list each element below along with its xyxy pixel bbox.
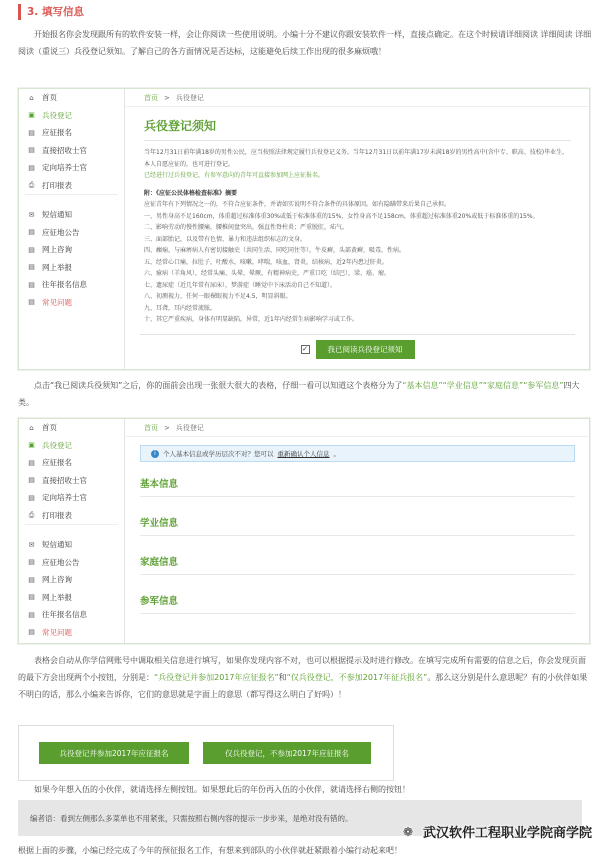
home-icon: ⌂ bbox=[29, 93, 34, 102]
list-icon: ▤ bbox=[28, 146, 35, 155]
sidebar-item-label: 应征报名 bbox=[42, 458, 72, 468]
sidebar-item[interactable] bbox=[19, 507, 124, 525]
sidebar-item[interactable] bbox=[19, 276, 124, 294]
divider bbox=[140, 334, 575, 335]
buttons-paragraph bbox=[18, 652, 592, 703]
breadcrumb-home[interactable]: 首页 bbox=[144, 423, 158, 432]
sidebar-item[interactable] bbox=[19, 107, 124, 125]
breadcrumb-separator: > bbox=[164, 93, 170, 102]
sidebar-item-label: 直接招收士官 bbox=[42, 475, 87, 485]
notice-intro: 当年12月31日前年满18岁的男性公民，应当按照法律规定履行兵役登记义务。当年12月31日以前年满17岁未满18岁的男性高中(含中专、职高、技校)毕业生，本人自愿应征的，也可进行登记。 bbox=[144, 149, 569, 168]
printer-icon: ⎙ bbox=[28, 510, 35, 519]
appendix-line: 应征青年有下列情况之一的，不符合应征条件，并请如实说明不符合条件的具体原因。如有隐瞒带来后果自己承担。 bbox=[144, 201, 451, 208]
section-heading: 3. 填写信息 bbox=[18, 4, 84, 20]
confirm-read-button[interactable]: 我已阅读兵役登记须知 bbox=[316, 340, 415, 359]
divider bbox=[144, 140, 571, 141]
sidebar-item-label: 常见问题 bbox=[42, 297, 72, 307]
sidebar-item[interactable] bbox=[19, 259, 124, 277]
sidebar-item-label: 兵役登记 bbox=[42, 110, 72, 120]
editor-note: 编者语：看到左侧那么多菜单也不用紧张，只需按照右侧内容的提示一步步来，是绝对没有错的。 bbox=[18, 800, 582, 836]
list-icon: ▤ bbox=[28, 476, 35, 485]
sidebar-item[interactable] bbox=[19, 206, 124, 224]
sidebar bbox=[19, 89, 125, 369]
sidebar-item[interactable] bbox=[19, 159, 124, 177]
form-section bbox=[126, 554, 589, 575]
sidebar-item-label: 常见问题 bbox=[42, 627, 72, 637]
watermark bbox=[403, 822, 592, 841]
sidebar-item-label: 打印报表 bbox=[42, 180, 72, 190]
appendix-lines bbox=[144, 199, 571, 326]
chat-icon: ▤ bbox=[28, 575, 35, 584]
text: 。那么这分别是什么意思呢？有的小伙伴如果不明白的话，那么小编来告诉你，它们的意思就是字面上的意思（都写得这么明白了好吗）！ bbox=[18, 673, 588, 699]
form-section-title[interactable]: 学业信息 bbox=[140, 518, 179, 529]
sidebar-item[interactable] bbox=[19, 589, 124, 607]
appendix-line: 一、男性身高不足160cm，体重超过标准体重30%或低于标准体重的15%，女性身高不足158cm，体重超过标准体重20%或低于标准体重的15%。 bbox=[144, 212, 539, 220]
message-icon: ✉ bbox=[28, 210, 35, 219]
sidebar-item[interactable] bbox=[19, 124, 124, 142]
notice-icon: ▤ bbox=[28, 558, 35, 567]
form-icon: ▤ bbox=[28, 458, 35, 467]
sidebar-item[interactable] bbox=[19, 454, 124, 472]
appendix-line: 三、面部胎记，以及带有色情、暴力和违法组织标志的文身。 bbox=[144, 235, 307, 243]
sidebar-item[interactable] bbox=[19, 419, 124, 437]
sidebar bbox=[19, 419, 125, 643]
highlight-family: “家庭信息” bbox=[482, 381, 524, 390]
info-text: 个人基本信息或学历层次不对？您可以 bbox=[163, 450, 274, 458]
sidebar-item[interactable] bbox=[19, 294, 124, 312]
choose-paragraph: 如果今年想入伍的小伙伴，就请选择左侧按钮。如果想此后的年份再入伍的小伙伴，就请选择右侧的按钮！ bbox=[34, 785, 410, 794]
text: 点击“我已阅读兵役须知”之后，你的面前会出现一张很大很大的表格，仔细一看可以知道这个表格分为了 bbox=[34, 381, 403, 390]
closing-paragraph: 根据上面的步骤，小编已经完成了今年的预征报名工作，有想来到部队的小伙伴就赶紧跟着小编行动起来吧！ bbox=[18, 846, 402, 855]
notice-green-note: 已经进行过兵役登记，有参军意向的青年可直接参加网上应征报名。 bbox=[144, 172, 325, 179]
divider bbox=[140, 496, 575, 497]
sidebar-item[interactable] bbox=[19, 224, 124, 242]
info-icon: i bbox=[151, 450, 159, 458]
breadcrumb-separator: > bbox=[164, 423, 170, 432]
appendix-title: 附：《应征公民体格检查标准》摘要 bbox=[144, 189, 238, 197]
info-end: 。 bbox=[333, 450, 340, 458]
sidebar-item-label: 首页 bbox=[42, 93, 57, 103]
breadcrumb bbox=[126, 89, 589, 107]
notice-title: 兵役登记须知 bbox=[144, 119, 217, 133]
sidebar-item-label: 往年报名信息 bbox=[42, 610, 87, 620]
appendix-line: 四、癫痫，与麻痹病人有密切接触史（共同生活、同吃同住等），牛皮癣，头部黄癣，吸毒，性病。 bbox=[144, 247, 406, 254]
confirm-checkbox[interactable]: ✓ bbox=[302, 345, 308, 353]
sidebar-item[interactable] bbox=[19, 177, 124, 195]
highlight-right-button: “仅兵役登记，不参加2017年征兵报名” bbox=[286, 673, 428, 682]
form-screenshot bbox=[18, 418, 590, 644]
message-icon: ✉ bbox=[28, 540, 35, 549]
home-icon: ⌂ bbox=[29, 423, 34, 432]
help-icon: ▤ bbox=[28, 628, 35, 637]
highlight-left-button: “兵役登记并参加2017年应征报名” bbox=[154, 673, 279, 682]
wechat-logo-icon: ❁ bbox=[402, 824, 414, 839]
list-icon: ▤ bbox=[28, 163, 35, 172]
breadcrumb-home[interactable]: 首页 bbox=[144, 93, 158, 102]
sidebar-item[interactable] bbox=[19, 241, 124, 259]
highlight-military: “参军信息” bbox=[523, 381, 564, 390]
list-icon: ▤ bbox=[28, 493, 35, 502]
sidebar-item-label: 短信通知 bbox=[42, 210, 72, 220]
sidebar-item[interactable] bbox=[19, 489, 124, 507]
sidebar-item-label: 兵役登记 bbox=[42, 440, 72, 450]
notice-icon: ▤ bbox=[28, 228, 35, 237]
divider bbox=[140, 535, 575, 536]
sidebar-item[interactable] bbox=[19, 571, 124, 589]
sidebar-item-label: 直接招收士官 bbox=[42, 145, 87, 155]
form-section-title[interactable]: 基本信息 bbox=[140, 479, 179, 490]
text: 四大类。 bbox=[18, 381, 580, 407]
text: 表格会自动从你学信网账号中调取相关信息进行填写，如果你发现内容不对，也可以根据提示及时进行修改。在填写完成所有需要的信息之后，你会发现页面的最下方会出现两个小按钮，分别是： bbox=[18, 656, 586, 682]
watermark-text: 武汉软件工程职业学院商学院 bbox=[422, 826, 592, 841]
highlight-study: “学业信息” bbox=[442, 381, 483, 390]
form-section-title[interactable]: 参军信息 bbox=[140, 596, 179, 607]
info-alert bbox=[140, 445, 575, 462]
printer-icon: ⎙ bbox=[28, 180, 35, 189]
appendix-line: 七、遗尿症（近几年常有尿床），梦游症（睡觉中下床活动自己不知道）。 bbox=[144, 281, 337, 289]
form-section-title[interactable]: 家庭信息 bbox=[140, 557, 179, 568]
appendix-line: 六、癔病（羊角风），经常头痛、头晕，晕厥，有精神病史，严重口吃（结巴），梁、癌、瘤。 bbox=[144, 270, 391, 277]
register-icon: ▣ bbox=[28, 441, 35, 450]
sidebar-item-label: 应征报名 bbox=[42, 128, 72, 138]
register-and-apply-button[interactable]: 兵役登记并参加2017年应征报名 bbox=[39, 742, 189, 764]
table-paragraph bbox=[18, 377, 592, 411]
sidebar-item-label: 短信通知 bbox=[42, 540, 72, 550]
sidebar-item-label: 网上咨询 bbox=[42, 245, 72, 255]
sidebar-item[interactable] bbox=[19, 606, 124, 624]
sidebar-item-label: 网上举报 bbox=[42, 592, 72, 602]
appendix-line: 十、其它严重疾病，身体有明显缺陷，异常，近1年内经常生病影响学习或工作。 bbox=[144, 316, 358, 323]
appendix-line: 八、初测视力，任何一眼裸眼视力不足4.5，明显斜眼。 bbox=[144, 293, 292, 300]
sidebar-item[interactable] bbox=[19, 142, 124, 160]
sidebar-item-label: 应征地公告 bbox=[42, 557, 80, 567]
breadcrumb-current: 兵役登记 bbox=[175, 93, 204, 102]
breadcrumb-current: 兵役登记 bbox=[175, 423, 204, 432]
archive-icon: ▤ bbox=[28, 280, 35, 289]
sidebar-item-label: 往年报名信息 bbox=[42, 280, 87, 290]
sidebar-item[interactable] bbox=[19, 89, 124, 107]
report-icon: ▤ bbox=[28, 263, 35, 272]
confirm-row bbox=[126, 340, 589, 359]
sidebar-item-label: 网上举报 bbox=[42, 262, 72, 272]
sidebar-item[interactable] bbox=[19, 437, 124, 455]
sidebar-item-label: 定向培养士官 bbox=[42, 493, 87, 503]
appendix-line: 二、影响劳动的慢性腰痛，腰椎间盘突出，强直性脊柱炎；严重脱肛，疝气。 bbox=[144, 224, 349, 231]
sidebar-item[interactable] bbox=[19, 624, 124, 642]
sidebar-item[interactable] bbox=[19, 536, 124, 554]
form-section bbox=[126, 593, 589, 614]
intro-paragraph: 开始报名你会发现跟所有的软件安装一样，会让你阅读一些使用说明。小编十分不建议你跟安装软件一样，直接点确定。在这个时候请详细阅读 详细阅读 详细阅读（重说三）兵役登记须知。了解自己的各方面情况是否达标，这能避免后续工作出现的很多麻烦哦！ bbox=[18, 30, 592, 56]
help-icon: ▤ bbox=[28, 298, 35, 307]
sidebar-item[interactable] bbox=[19, 472, 124, 490]
sidebar-item-label: 定向培养士官 bbox=[42, 163, 87, 173]
sidebar-item-label: 网上咨询 bbox=[42, 575, 72, 585]
chat-icon: ▤ bbox=[28, 245, 35, 254]
form-section bbox=[126, 515, 589, 536]
form-icon: ▤ bbox=[28, 128, 35, 137]
sidebar-item-label: 应征地公告 bbox=[42, 227, 80, 237]
appendix-line: 九、耳聋，耳内经常流脓。 bbox=[144, 304, 217, 312]
notice-screenshot bbox=[18, 88, 590, 370]
breadcrumb bbox=[126, 419, 589, 437]
divider bbox=[140, 574, 575, 575]
sidebar-item-label: 首页 bbox=[42, 423, 57, 433]
form-main bbox=[126, 419, 589, 643]
appendix-line: 五、经常心口痛，拉肚子，吐酸水，咳嗽，哮喘，咳血，肾炎，结核病，近2年内患过肝炎。 bbox=[144, 258, 388, 266]
archive-icon: ▤ bbox=[28, 610, 35, 619]
notice-main bbox=[126, 89, 589, 369]
register-icon: ▣ bbox=[28, 111, 35, 120]
divider bbox=[140, 613, 575, 614]
reconfirm-link[interactable]: 重新确认个人信息 bbox=[277, 450, 330, 458]
buttons-screenshot bbox=[18, 725, 394, 781]
report-icon: ▤ bbox=[28, 593, 35, 602]
form-section bbox=[126, 476, 589, 497]
register-only-button[interactable]: 仅兵役登记，不参加2017年应征报名 bbox=[203, 742, 371, 764]
text: 和 bbox=[278, 673, 287, 682]
sidebar-item-label: 打印报表 bbox=[42, 510, 72, 520]
highlight-basic: “基本信息” bbox=[402, 381, 443, 390]
sidebar-item[interactable] bbox=[19, 554, 124, 572]
notice-body bbox=[144, 147, 571, 326]
